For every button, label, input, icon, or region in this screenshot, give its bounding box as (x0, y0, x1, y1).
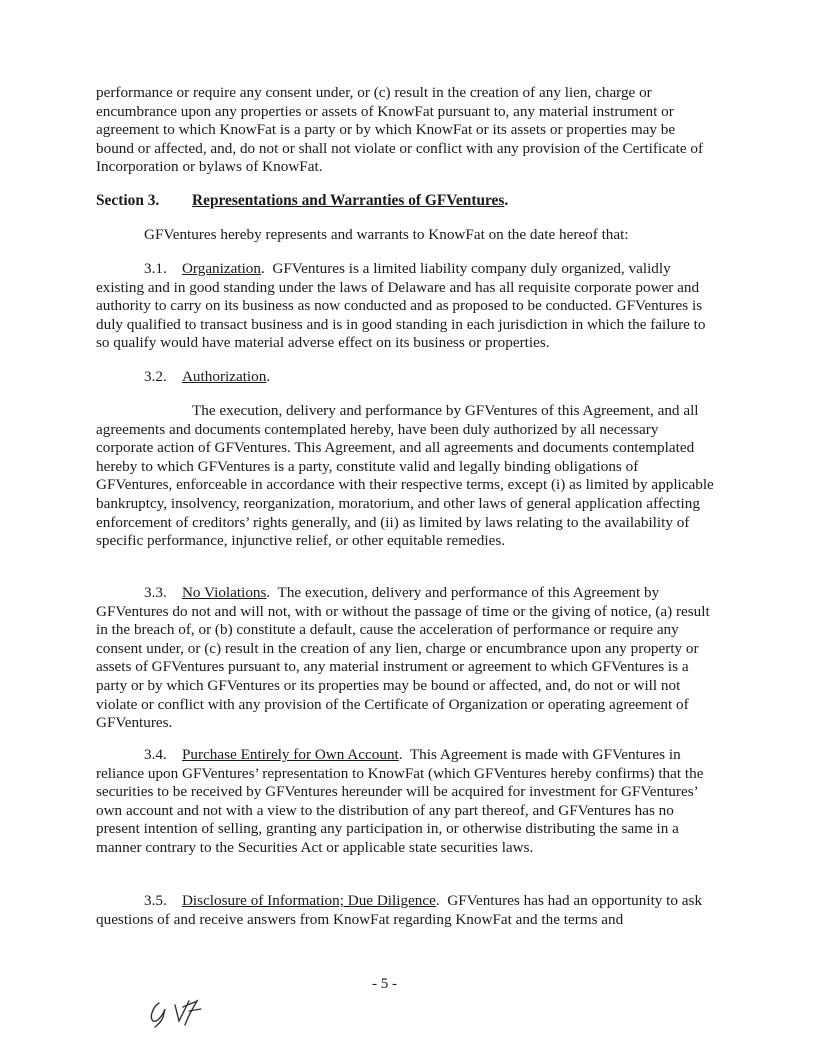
page-number: - 5 - (372, 976, 397, 992)
item-3-1-title: Organization (181, 260, 261, 277)
item-3-5-body: GFVentures has had an opportunity to ask questions of and receive answers from KnowFat regarding KnowFat and the terms and (96, 892, 703, 928)
item-3-2-heading: 3.2. Authorization. (144, 368, 271, 385)
item-3-2-title: Authorization (181, 368, 267, 385)
item-3-5-title: Disclosure of Information; Due Diligence (181, 892, 436, 909)
section-title: Representations and Warranties of GFVentures (192, 192, 505, 209)
item-3-1-body: GFVentures is a limited liability company duly organized, validly existing and in good standing under the laws of Delaware and has all requisite corporate power and authority to carry on its business as now conducted and as proposed to be conducted. GFVentures is duly qualified to transact business and is in good standing in each jurisdiction in which the failure to so qualify would have material adverse effect on its business or properties. (96, 260, 706, 352)
item-3-1-number: 3.1. (144, 260, 167, 277)
item-3-3-title: No Violations (181, 584, 267, 601)
item-3-3-body: The execution, delivery and performance of this Agreement by GFVentures do not and will not, with or without the passage of time or the giving of notice, (a) result in the breach of, or (b) constitute a default, cause the acceleration of performance or require any consent under, or (c) result in the creation of any lien, charge or encumbrance upon any property or assets of GFVentures pursuant to, any material instrument or agreement to which GFVentures is a party or by which GFVentures or its properties may be bound or affected, and, do not or will not violate or conflict with any provision of the Certificate of Organization or operating agreement of GFVentures. (96, 584, 710, 732)
signature-initials (145, 995, 220, 1029)
section-number: Section 3. (96, 192, 160, 209)
item-3-3-number: 3.3. (144, 584, 167, 601)
section-heading: Section 3. Representations and Warranties of GFVentures. (96, 192, 509, 209)
item-3-3: 3.3. No Violations. The execution, delivery and performance of this Agreement by GFVentures do not and will not, with or without the passage of time or the giving of notice, (a) result in the breach of, or (b) constitute a default, cause the acceleration of performance or require any consent under, or (c) result in the creation of any lien, charge or encumbrance upon any property or assets of GFVentures pursuant to, any material instrument or agreement to which GFVentures is a party or by which GFVentures or its properties may be bound or affected, and, do not or will not violate or conflict with any provision of the Certificate of Organization or operating agreement of GFVentures. (96, 584, 710, 732)
section-lead: GFVentures hereby represents and warrants to KnowFat on the date hereof that: (144, 226, 629, 243)
intro-paragraph: performance or require any consent under, or (c) result in the creation of any lien, charge or encumbrance upon any properties or assets of KnowFat pursuant to, any material instrument or agreement to which KnowFat is a party or by which KnowFat or its assets or properties may be bound or affected, and, do not or shall not violate or conflict with any provision of the Certificate of Incorporation or bylaws of KnowFat. (96, 84, 704, 176)
item-3-1: 3.1. Organization. GFVentures is a limited liability company duly organized, validly existing and in good standing under the laws of Delaware and has all requisite corporate power and authority to carry on its business as now conducted and as proposed to be conducted. GFVentures is duly qualified to transact business and is in good standing in each jurisdiction in which the failure to so qualify would have material adverse effect on its business or properties. (96, 260, 706, 352)
item-3-4-number: 3.4. (144, 746, 167, 763)
item-3-4: 3.4. Purchase Entirely for Own Account. This Agreement is made with GFVentures in reliance upon GFVentures’ representation to KnowFat (which GFVentures hereby confirms) that the securities to be received by GFVentures hereunder will be acquired for investment for GFVentures’ own account and not with a view to the distribution of any part thereof, and GFVentures has no present intention of selling, granting any participation in, or otherwise distributing the same in a manner contrary to the Securities Act or applicable state securities laws. (96, 746, 704, 856)
item-3-5-number: 3.5. (144, 892, 167, 909)
item-3-5: 3.5. Disclosure of Information; Due Diligence. GFVentures has had an opportunity to ask questions of and receive answers from KnowFat regarding KnowFat and the terms and (96, 892, 703, 928)
item-3-2-body: The execution, delivery and performance by GFVentures of this Agreement, and all agreements and documents contemplated hereby, have been duly authorized by all necessary corporate action of GFVentures. This Agreement, and all agreements and documents contemplated hereby to which GFVentures is a party, constitute valid and legally binding obligations of GFVentures, enforceable in accordance with their respective terms, except (i) as limited by applicable bankruptcy, insolvency, reorganization, moratorium, and other laws of general application affecting enforcement of creditors’ rights generally, and (ii) as limited by laws relating to the availability of specific performance, injunctive relief, or other equitable remedies. (96, 402, 714, 550)
item-3-4-body: This Agreement is made with GFVentures in reliance upon GFVentures’ representation to KnowFat (which GFVentures hereby confirms) that the securities to be received by GFVentures hereunder will be acquired for investment for GFVentures’ own account and not with a view to the distribution of any part thereof, and GFVentures has no present intention of selling, granting any participation in, or otherwise distributing the same in a manner contrary to the Securities Act or applicable state securities laws. (96, 746, 704, 856)
item-3-4-title: Purchase Entirely for Own Account (181, 746, 399, 763)
item-3-2-number: 3.2. (144, 368, 167, 385)
